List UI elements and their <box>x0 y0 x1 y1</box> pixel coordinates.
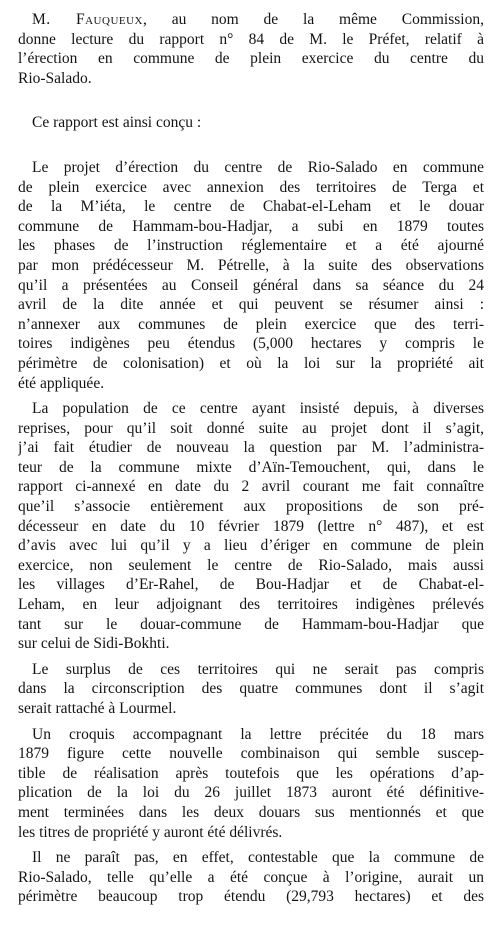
paragraph-line: exercice, non seulement le centre de Rio-Salado, mais aussi <box>18 556 484 574</box>
paragraph-line: reprises, pour qu’il soit donné suite au projet dont il s’agit, <box>18 419 484 437</box>
paragraph-line: commune de Hammam-bou-Hadjar, a subi en 1879 toutes <box>18 217 484 235</box>
paragraph-line: qu’il a présentées au Conseil général dans sa séance du 24 <box>18 276 484 294</box>
section-spacer <box>18 133 484 158</box>
paragraph-line: périmètre beaucoup trop étendu (29,793 hectares) et des <box>18 888 484 906</box>
paragraph-line: les villages d’Er-Rahel, de Bou-Hadjar et de Chabat-el- <box>18 576 484 594</box>
lead-line: Ce rapport est ainsi conçu : <box>32 114 202 132</box>
paragraph-line: tant sur le douar-commune de Hammam-bou-Hadjar que <box>18 615 484 633</box>
paragraph-line: dans la circonscription des quatre communes dont il s’agit <box>18 680 484 698</box>
intro-line-3: l’érection en commune de plein exercice du centre du <box>18 50 484 68</box>
speaker-name: M. Fauqueux <box>32 11 143 28</box>
paragraph-line: rapport ci-annexé en date du 2 avril courant me fait connaître <box>18 478 484 496</box>
paragraph-line: les titres de propriété y auront été délivrés. <box>18 823 283 841</box>
paragraph-line: j’ai fait étudier de nouveau la question par M. l’administra- <box>18 439 484 457</box>
paragraph-line: Le projet d’érection du centre de Rio-Salado en commune <box>32 158 484 176</box>
paragraph-3 <box>18 660 484 719</box>
section-spacer <box>18 88 484 113</box>
paragraph-line: ment terminées dans les deux douars sus mentionnés et que <box>18 803 484 821</box>
paragraph-line: n’annexer aux communes de plein exercice que des terri- <box>18 315 484 333</box>
paragraph-line: Il ne paraît pas, en effet, contestable que la commune de <box>32 849 484 867</box>
paragraph-line: serait rattaché à Lourmel. <box>18 700 177 717</box>
document-page <box>18 10 484 907</box>
paragraph-1 <box>18 158 484 393</box>
paragraph-line: sur celui de Sidi-Bokhti. <box>18 635 170 653</box>
paragraph-line: Leham, en leur adjoignant des territoires indigènes prélevés <box>18 596 484 614</box>
paragraph-line: périmètre de colonisation) et où la loi sur la propriété ait <box>18 354 484 372</box>
intro-line-1-text: , au nom de la même Commission, <box>143 11 484 28</box>
paragraph-line: Un croquis accompagnant la lettre précitée du 18 mars <box>32 725 484 743</box>
intro-line-1 <box>18 10 484 30</box>
paragraph-line: d’avis avec lui qu’il y a lieu d’ériger en commune de plein <box>18 537 484 555</box>
paragraph-line: tible de réalisation après toutefois que les opérations d’ap- <box>18 764 484 782</box>
paragraph-5 <box>18 848 484 907</box>
paragraph-line: été appliquée. <box>18 374 105 392</box>
paragraph-line: toires indigènes peu étendus (5,000 hectares y compris le <box>18 335 484 353</box>
paragraph-line: les phases de l’instruction réglementaire et a été ajourné <box>18 237 484 255</box>
paragraph-line: de la M’iéta, le centre de Chabat-el-Leham et le douar <box>18 198 484 216</box>
intro-line-4: Rio-Salado. <box>18 69 92 87</box>
paragraph-line: avril de la dite année et qui peuvent se résumer ainsi : <box>18 296 484 314</box>
paragraph-line: plication de la loi du 26 juillet 1873 auront été définitive- <box>18 784 484 802</box>
paragraph-line: Le surplus de ces territoires qui ne serait pas compris <box>32 660 484 678</box>
paragraph-4 <box>18 725 484 843</box>
paragraph-line: 1879 figure cette nouvelle combinaison qui semble suscep- <box>18 745 484 763</box>
intro-line-2: donne lecture du rapport n° 84 de M. le Préfet, relatif à <box>18 30 484 48</box>
lead-paragraph <box>18 113 484 133</box>
paragraph-line: Rio-Salado, telle qu’elle a été conçue à l’origine, aurait un <box>18 868 484 886</box>
paragraph-line: de plein exercice avec annexion des territoires de Terga et <box>18 178 484 196</box>
paragraph-line: décesseur en date du 10 février 1879 (lettre n° 487), et est <box>18 517 484 535</box>
paragraph-line: que’il s’associe entièrement aux propositions de son pré- <box>18 498 484 516</box>
paragraph-line: La population de ce centre ayant insisté depuis, à diverses <box>32 400 484 418</box>
paragraph-2 <box>18 399 484 654</box>
paragraph-line: par mon prédécesseur M. Pétrelle, à la suite des observations <box>18 256 484 274</box>
paragraph-line: teur de la commune mixte d’Aïn-Temouchent, qui, dans le <box>18 458 484 476</box>
intro-paragraph <box>18 10 484 88</box>
